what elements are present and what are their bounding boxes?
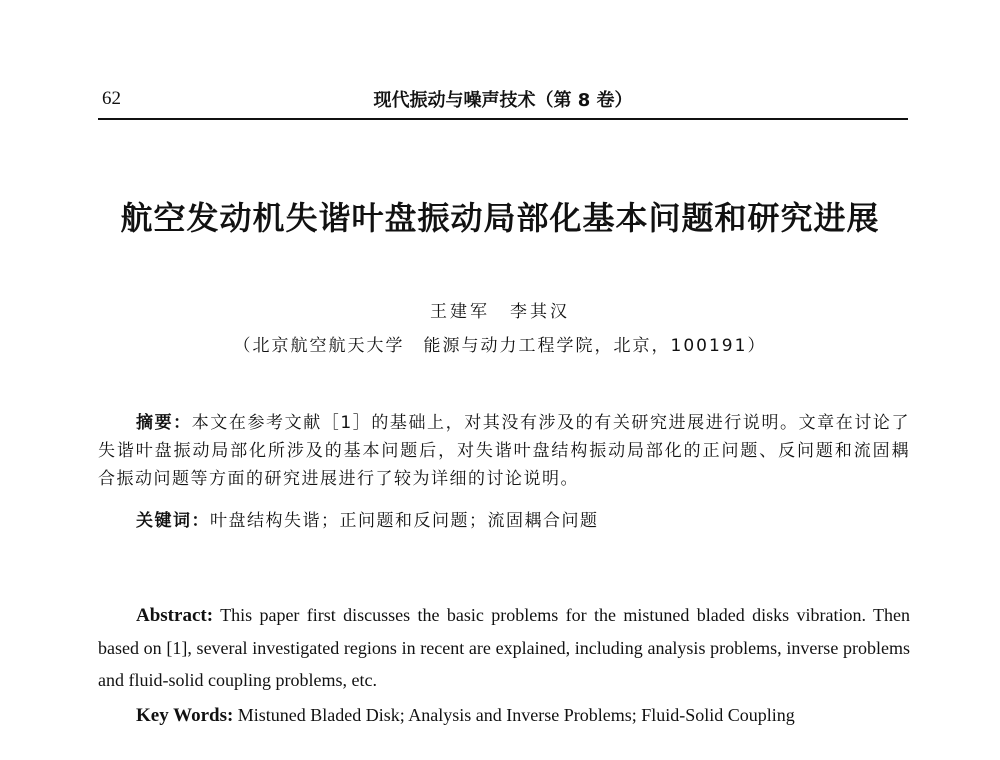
header-rule: [98, 118, 908, 120]
journal-title: 现代振动与噪声技术（第 8 卷）: [373, 90, 633, 111]
keywords-chinese-label: 关键词：: [136, 511, 210, 531]
abstract-english: [98, 599, 910, 696]
affiliation: （北京航空航天大学 能源与动力工程学院，北京，100191）: [233, 336, 767, 356]
authors: 王建军 李其汉: [430, 302, 570, 322]
keywords-english-label: Key Words:: [136, 705, 234, 726]
keywords-chinese-text: 叶盘结构失谐；正问题和反问题；流固耦合问题: [210, 511, 599, 531]
article-title: 航空发动机失谐叶盘振动局部化基本问题和研究进展: [120, 199, 880, 237]
abstract-chinese-text: 本文在参考文献［1］的基础上，对其没有涉及的有关研究进展进行说明。文章在讨论了失谐叶盘振动局部化所涉及的基本问题后，对失谐叶盘结构振动局部化的正问题、反问题和流固耦合振动问题等方面的研究进展进行了较为详细的讨论说明。: [98, 413, 910, 489]
keywords-chinese: [98, 507, 910, 535]
running-head: [98, 84, 908, 118]
keywords-english-text: Mistuned Bladed Disk; Analysis and Inverse Problems; Fluid-Solid Coupling: [233, 705, 795, 725]
abstract-english-text: This paper first discusses the basic problems for the mistuned bladed disks vibration. Then based on [1], several investigated regions in recent are explained, including analysis problems, inverse problems and fluid-solid coupling problems, etc.: [98, 605, 910, 690]
abstract-english-label: Abstract:: [136, 605, 214, 626]
keywords-english: [98, 699, 910, 732]
abstract-chinese-label: 摘要：: [136, 413, 192, 433]
page-number: 62: [102, 88, 121, 109]
abstract-chinese: [98, 409, 910, 493]
